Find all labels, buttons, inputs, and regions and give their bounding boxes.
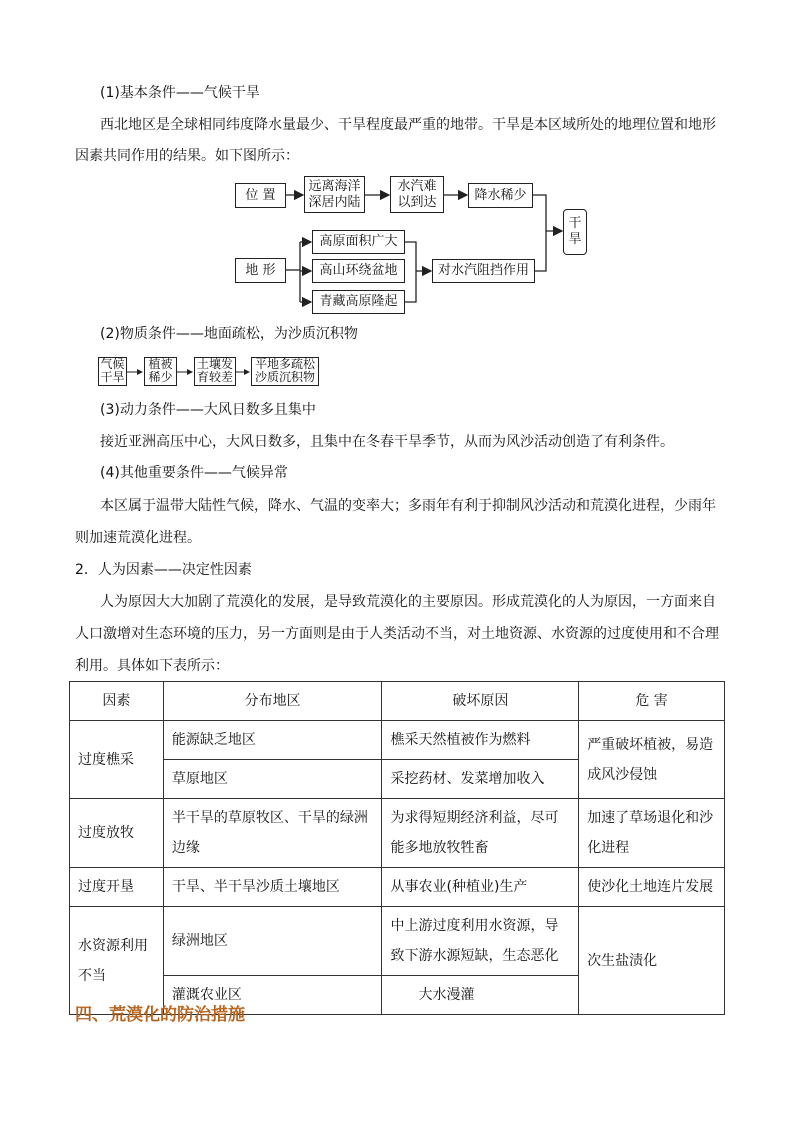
diagram-box-far-from-ocean: 远离海洋 深居内陆 [304, 176, 365, 213]
section-heading-prevention: 四、荒漠化的防治措施 [75, 1005, 245, 1025]
table-cell-cause: 中上游过度利用水资源，导致下游水源短缺，生态恶化 [382, 907, 579, 976]
diagram-box-drought: 干 旱 [563, 209, 587, 255]
table-row [70, 721, 725, 760]
table-cell-factor: 过度开垦 [70, 868, 164, 907]
table-cell-cause: 为求得短期经济利益，尽可能多地放牧牲畜 [382, 799, 579, 868]
diagram-box-less-rain: 降水稀少 [468, 183, 533, 208]
table-cell-harm: 严重破坏植被，易造成风沙侵蚀 [579, 721, 725, 799]
table-header-factor: 因素 [70, 682, 164, 721]
diagram-box-terrain: 地 形 [235, 258, 286, 283]
table-cell-harm: 使沙化土地连片发展 [579, 868, 725, 907]
p1-title: (1)基本条件——气候干旱 [100, 85, 260, 101]
table-cell-area: 干旱、半干旱沙质土壤地区 [163, 868, 382, 907]
diagram-box-position: 位 置 [235, 183, 286, 208]
table-cell-cause: 采挖药材、发菜增加收入 [382, 760, 579, 799]
diagram-box-block: 对水汽阻挡作用 [432, 259, 535, 283]
h2-body-line2: 人口激增对生态环境的压力，另一方面则是由于人类活动不当，对土地资源、水资源的过度使用和不合理 [75, 626, 719, 642]
p3-title: (3)动力条件——大风日数多且集中 [100, 402, 316, 418]
table-header-area: 分布地区 [163, 682, 382, 721]
h2-body-line3: 利用。具体如下表所示： [75, 658, 229, 674]
table-cell-harm: 次生盐渍化 [579, 907, 725, 1015]
table-cell-area: 能源缺乏地区 [163, 721, 382, 760]
chain-box-drought: 气候 干旱 [98, 357, 127, 386]
human-factors-table [69, 681, 725, 1015]
table-cell-cause: 樵采天然植被作为燃料 [382, 721, 579, 760]
table-row [70, 907, 725, 976]
table-cell-cause: 从事农业(种植业)生产 [382, 868, 579, 907]
diagram-box-plateau: 高原面积广大 [312, 230, 405, 254]
diagram-box-qingzang: 青藏高原隆起 [312, 290, 405, 314]
table-header-cause: 破坏原因 [382, 682, 579, 721]
table-cell-factor: 过度放牧 [70, 799, 164, 868]
table-cell-area: 绿洲地区 [163, 907, 382, 976]
table-cell-area: 半干旱的草原牧区、干旱的绿洲边缘 [163, 799, 382, 868]
table-row [70, 868, 725, 907]
table-header-row [70, 682, 725, 721]
chain-box-loose-sediment: 平地多疏松 沙质沉积物 [251, 357, 319, 386]
p4-title: (4)其他重要条件——气候异常 [100, 465, 288, 481]
p2-title: (2)物质条件——地面疏松，为沙质沉积物 [100, 326, 358, 342]
h2-human-factors: 2．人为因素——决定性因素 [75, 562, 252, 578]
diagram-box-mountains: 高山环绕盆地 [312, 259, 405, 283]
p3-body: 接近亚洲高压中心，大风日数多，且集中在冬春干旱季节，从而为风沙活动创造了有利条件。 [100, 434, 674, 450]
table-row [70, 799, 725, 868]
table-header-harm: 危 害 [579, 682, 725, 721]
p4-body-line2: 则加速荒漠化进程。 [75, 530, 201, 546]
chain-box-sparse-vegetation: 植被 稀少 [144, 357, 177, 386]
p1-body-line1: 西北地区是全球相同纬度降水量最少、干旱程度最严重的地带。干旱是本区域所处的地理位置和地形 [100, 117, 716, 133]
p4-body-line1: 本区属于温带大陆性气候，降水、气温的变率大；多雨年有利于抑制风沙活动和荒漠化进程，少雨年 [100, 498, 716, 514]
p1-body-line2: 因素共同作用的结果。如下图所示： [75, 148, 299, 164]
table-cell-area: 灌溉农业区 [163, 976, 382, 1015]
table-cell-factor: 水资源利用不当 [70, 907, 164, 1015]
table-cell-harm: 加速了草场退化和沙化进程 [579, 799, 725, 868]
table-cell-cause: 大水漫灌 [382, 976, 579, 1015]
diagram-box-vapor-hard: 水汽难 以到达 [390, 176, 444, 213]
table-cell-area: 草原地区 [163, 760, 382, 799]
h2-body-line1: 人为原因大大加剧了荒漠化的发展，是导致荒漠化的主要原因。形成荒漠化的人为原因，一方面来自 [100, 594, 716, 610]
chain-box-poor-soil: 土壤发 育较差 [194, 357, 236, 386]
table-cell-factor: 过度樵采 [70, 721, 164, 799]
